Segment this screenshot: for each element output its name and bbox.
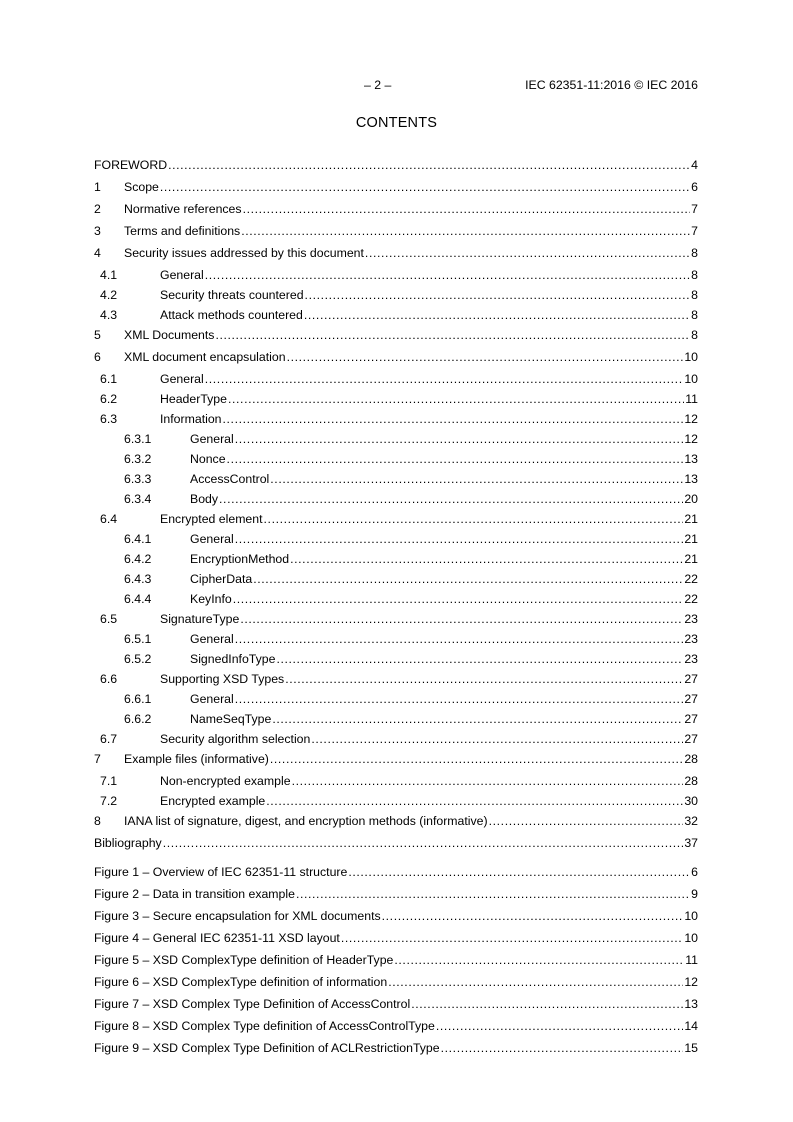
toc-entry[interactable] [94, 201, 698, 223]
toc-entry-page: 23 [684, 632, 698, 646]
dot-leader [270, 471, 683, 487]
toc-entry[interactable] [94, 531, 698, 551]
toc-entry-number: 6.3.2 [124, 452, 152, 466]
toc-entry-title: Security threats countered [160, 288, 304, 302]
toc-entry[interactable] [94, 327, 698, 349]
dot-leader [388, 974, 683, 990]
toc-entry-title: Figure 4 – General IEC 62351-11 XSD layout [94, 931, 340, 945]
toc-entry-page: 28 [684, 752, 698, 766]
dot-leader [272, 711, 683, 727]
dot-leader [304, 307, 690, 323]
toc-entry-number: 6.5.1 [124, 632, 152, 646]
figure-entry[interactable] [94, 886, 698, 908]
dot-leader [253, 571, 683, 587]
toc-entry-number: 6.4.2 [124, 552, 152, 566]
toc-entry-number: 7 [94, 752, 101, 766]
toc-entry-title: SignedInfoType [190, 652, 276, 666]
dot-leader [223, 411, 684, 427]
toc-entry-title: KeyInfo [190, 592, 232, 606]
toc-entry-title: Security algorithm selection [160, 732, 311, 746]
toc-entry[interactable] [94, 591, 698, 611]
figure-entry[interactable] [94, 996, 698, 1018]
toc-entry-number: 4.2 [100, 288, 118, 302]
toc-entry[interactable] [94, 651, 698, 671]
figure-entry[interactable] [94, 1018, 698, 1040]
toc-entry-page: 27 [684, 732, 698, 746]
toc-entry-number: 6.6.2 [124, 712, 152, 726]
toc-entry-page: 8 [691, 308, 698, 322]
toc-entry-page: 23 [684, 652, 698, 666]
toc-entry-number: 6.4.4 [124, 592, 152, 606]
toc-entry-title: Figure 8 – XSD Complex Type definition of AccessControlType [94, 1019, 435, 1033]
toc-entry-title: Supporting XSD Types [160, 672, 285, 686]
dot-leader [215, 327, 690, 343]
toc-entry-title: Figure 6 – XSD ComplexType definition of information [94, 975, 388, 989]
toc-entry[interactable] [94, 631, 698, 651]
toc-entry-page: 37 [684, 836, 698, 850]
toc-entry-number: 4.3 [100, 308, 118, 322]
toc-entry-title: Figure 7 – XSD Complex Type Definition of AccessControl [94, 997, 411, 1011]
figure-entry[interactable] [94, 1040, 698, 1062]
dot-leader [240, 611, 683, 627]
toc-entry-title: Example files (informative) [124, 752, 269, 766]
toc-entry-page: 22 [684, 572, 698, 586]
dot-leader [287, 349, 684, 365]
toc-entry-number: 7.1 [100, 774, 118, 788]
toc-entry-title: General [160, 268, 204, 282]
toc-entry[interactable] [94, 511, 698, 531]
toc-entry-page: 14 [684, 1019, 698, 1033]
dot-leader [228, 391, 684, 407]
toc-entry[interactable] [94, 349, 698, 371]
dot-leader [168, 157, 690, 173]
figure-entry[interactable] [94, 908, 698, 930]
toc-entry-title: HeaderType [160, 392, 227, 406]
dot-leader [292, 773, 684, 789]
dot-leader [348, 864, 690, 880]
toc-entry-title: Information [160, 412, 222, 426]
toc-entry-number: 6.3 [100, 412, 118, 426]
toc-entry-number: 6.6 [100, 672, 118, 686]
dot-leader [311, 731, 683, 747]
dot-leader [227, 451, 684, 467]
dot-leader [264, 511, 684, 527]
toc-entry-page: 8 [691, 288, 698, 302]
toc-entry-page: 12 [684, 412, 698, 426]
dot-leader [160, 179, 690, 195]
toc-entry[interactable] [94, 751, 698, 773]
toc-entry[interactable] [94, 793, 698, 813]
toc-entry[interactable] [94, 431, 698, 451]
toc-entry-page: 30 [684, 794, 698, 808]
toc-entry-title: Body [190, 492, 219, 506]
dot-leader [285, 671, 683, 687]
dot-leader [382, 908, 684, 924]
toc-entry-number: 6.3.4 [124, 492, 152, 506]
toc-entry-title: Encrypted element [160, 512, 263, 526]
toc-entry-title: General [190, 432, 234, 446]
toc-entry-page: 13 [684, 997, 698, 1011]
toc-entry-page: 6 [691, 865, 698, 879]
toc-entry-title: Scope [124, 180, 159, 194]
dot-leader [243, 201, 691, 217]
dot-leader [411, 996, 683, 1012]
toc-entry-page: 20 [684, 492, 698, 506]
toc-entry-title: Non-encrypted example [160, 774, 291, 788]
dot-leader [205, 267, 690, 283]
toc-entry-title: Normative references [124, 202, 242, 216]
dot-leader [205, 371, 684, 387]
toc-entry-page: 32 [684, 814, 698, 828]
toc-entry-number: 4.1 [100, 268, 118, 282]
toc-entry-page: 12 [684, 432, 698, 446]
toc-entry-number: 3 [94, 224, 101, 238]
dot-leader [341, 930, 683, 946]
toc-entry[interactable] [94, 157, 698, 179]
toc-entry-title: Security issues addressed by this document [124, 246, 364, 260]
dot-leader [235, 531, 684, 547]
toc-entry-number: 7.2 [100, 794, 118, 808]
toc-entry-page: 8 [691, 246, 698, 260]
toc-entry-number: 6.7 [100, 732, 118, 746]
dot-leader [296, 886, 690, 902]
toc-entry-page: 10 [684, 350, 698, 364]
toc-entry[interactable] [94, 571, 698, 591]
dot-leader [235, 631, 684, 647]
toc-entry-number: 6.2 [100, 392, 118, 406]
toc-entry[interactable] [94, 371, 698, 391]
dot-leader [489, 813, 684, 829]
toc-entry-number: 6.5.2 [124, 652, 152, 666]
toc-entry-page: 27 [684, 692, 698, 706]
toc-entry[interactable] [94, 391, 698, 411]
toc-entry-page: 11 [685, 953, 698, 967]
toc-entry[interactable] [94, 245, 698, 267]
toc-entry-title: General [190, 532, 234, 546]
toc-entry-page: 10 [684, 372, 698, 386]
toc-entry-title: NameSeqType [190, 712, 272, 726]
toc-entry-number: 4 [94, 246, 101, 260]
toc-entry-page: 15 [684, 1041, 698, 1055]
page-title: CONTENTS [355, 115, 438, 131]
toc-entry-title: Nonce [190, 452, 226, 466]
dot-leader [241, 223, 690, 239]
toc-entry-page: 21 [684, 532, 698, 546]
toc-entry-number: 6.6.1 [124, 692, 152, 706]
page-number: – 2 – [364, 78, 392, 92]
toc-entry-title: Encrypted example [160, 794, 266, 808]
dot-leader [270, 751, 683, 767]
toc-entry[interactable] [94, 711, 698, 731]
toc-entry-page: 13 [684, 452, 698, 466]
toc-entry-title: CipherData [190, 572, 253, 586]
toc-entry-page: 23 [684, 612, 698, 626]
toc-entry-page: 21 [684, 512, 698, 526]
toc-entry-title: Figure 5 – XSD ComplexType definition of HeaderType [94, 953, 394, 967]
dot-leader [365, 245, 690, 261]
page-header [94, 78, 698, 94]
toc-entry-title: Bibliography [94, 836, 162, 850]
toc-entry-title: SignatureType [160, 612, 240, 626]
toc-entry-page: 22 [684, 592, 698, 606]
toc-entry[interactable] [94, 307, 698, 327]
toc-entry-number: 6.3.1 [124, 432, 152, 446]
toc-entry-number: 6.5 [100, 612, 118, 626]
toc-entry[interactable] [94, 671, 698, 691]
toc-entry-page: 10 [684, 931, 698, 945]
toc-entry[interactable] [94, 773, 698, 793]
toc-entry-title: AccessControl [190, 472, 270, 486]
toc-entry[interactable] [94, 451, 698, 471]
toc-entry-title: Terms and definitions [124, 224, 241, 238]
toc-entry-title: Figure 3 – Secure encapsulation for XML documents [94, 909, 381, 923]
table-of-contents [94, 157, 698, 857]
dot-leader [235, 691, 684, 707]
dot-leader [235, 431, 684, 447]
toc-entry-number: 2 [94, 202, 101, 216]
toc-entry[interactable] [94, 223, 698, 245]
dot-leader [394, 952, 684, 968]
toc-entry-title: Figure 1 – Overview of IEC 62351-11 structure [94, 865, 348, 879]
toc-entry[interactable] [94, 411, 698, 431]
toc-entry-title: General [190, 692, 234, 706]
document-id: IEC 62351-11:2016 © IEC 2016 [525, 78, 698, 92]
toc-entry-page: 21 [684, 552, 698, 566]
toc-entry-number: 6.3.3 [124, 472, 152, 486]
toc-entry-page: 7 [691, 224, 698, 238]
toc-entry-page: 7 [691, 202, 698, 216]
toc-entry-page: 27 [684, 672, 698, 686]
toc-entry-page: 8 [691, 328, 698, 342]
toc-entry[interactable] [94, 691, 698, 711]
toc-entry[interactable] [94, 731, 698, 751]
toc-entry[interactable] [94, 611, 698, 631]
dot-leader [163, 835, 684, 851]
toc-entry-title: FOREWORD [94, 158, 168, 172]
figure-entry[interactable] [94, 952, 698, 974]
toc-entry[interactable] [94, 491, 698, 511]
toc-entry-title: Figure 2 – Data in transition example [94, 887, 295, 901]
toc-entry[interactable] [94, 813, 698, 835]
dot-leader [290, 551, 683, 567]
toc-entry-title: Figure 9 – XSD Complex Type Definition of ACLRestrictionType [94, 1041, 440, 1055]
toc-entry-number: 8 [94, 814, 101, 828]
toc-entry-title: XML document encapsulation [124, 350, 286, 364]
toc-entry-page: 4 [691, 158, 698, 172]
dot-leader [305, 287, 691, 303]
toc-entry-number: 6 [94, 350, 101, 364]
toc-entry-page: 11 [685, 392, 698, 406]
figure-entry[interactable] [94, 974, 698, 996]
list-of-figures [94, 864, 698, 1062]
toc-entry-page: 6 [691, 180, 698, 194]
dot-leader [233, 591, 684, 607]
toc-entry-page: 28 [684, 774, 698, 788]
figure-entry[interactable] [94, 864, 698, 886]
toc-entry-number: 1 [94, 180, 101, 194]
toc-entry[interactable] [94, 179, 698, 201]
toc-entry[interactable] [94, 835, 698, 857]
toc-entry-number: 6.4.1 [124, 532, 152, 546]
toc-entry-number: 5 [94, 328, 101, 342]
toc-entry-page: 13 [684, 472, 698, 486]
toc-entry-title: XML Documents [124, 328, 215, 342]
toc-entry-page: 12 [684, 975, 698, 989]
toc-entry-page: 27 [684, 712, 698, 726]
toc-entry-number: 6.4 [100, 512, 118, 526]
toc-entry-number: 6.1 [100, 372, 118, 386]
toc-entry[interactable] [94, 471, 698, 491]
dot-leader [441, 1040, 684, 1056]
figure-entry[interactable] [94, 930, 698, 952]
toc-entry[interactable] [94, 551, 698, 571]
dot-leader [219, 491, 683, 507]
dot-leader [276, 651, 683, 667]
toc-entry-title: IANA list of signature, digest, and encryption methods (informative) [124, 814, 488, 828]
toc-entry-page: 9 [691, 887, 698, 901]
toc-entry[interactable] [94, 267, 698, 287]
toc-entry-title: Attack methods countered [160, 308, 303, 322]
toc-entry-page: 8 [691, 268, 698, 282]
toc-entry-page: 10 [684, 909, 698, 923]
toc-entry[interactable] [94, 287, 698, 307]
dot-leader [436, 1018, 683, 1034]
toc-entry-title: General [160, 372, 204, 386]
dot-leader [266, 793, 683, 809]
toc-entry-number: 6.4.3 [124, 572, 152, 586]
toc-entry-title: EncryptionMethod [190, 552, 290, 566]
toc-entry-title: General [190, 632, 234, 646]
